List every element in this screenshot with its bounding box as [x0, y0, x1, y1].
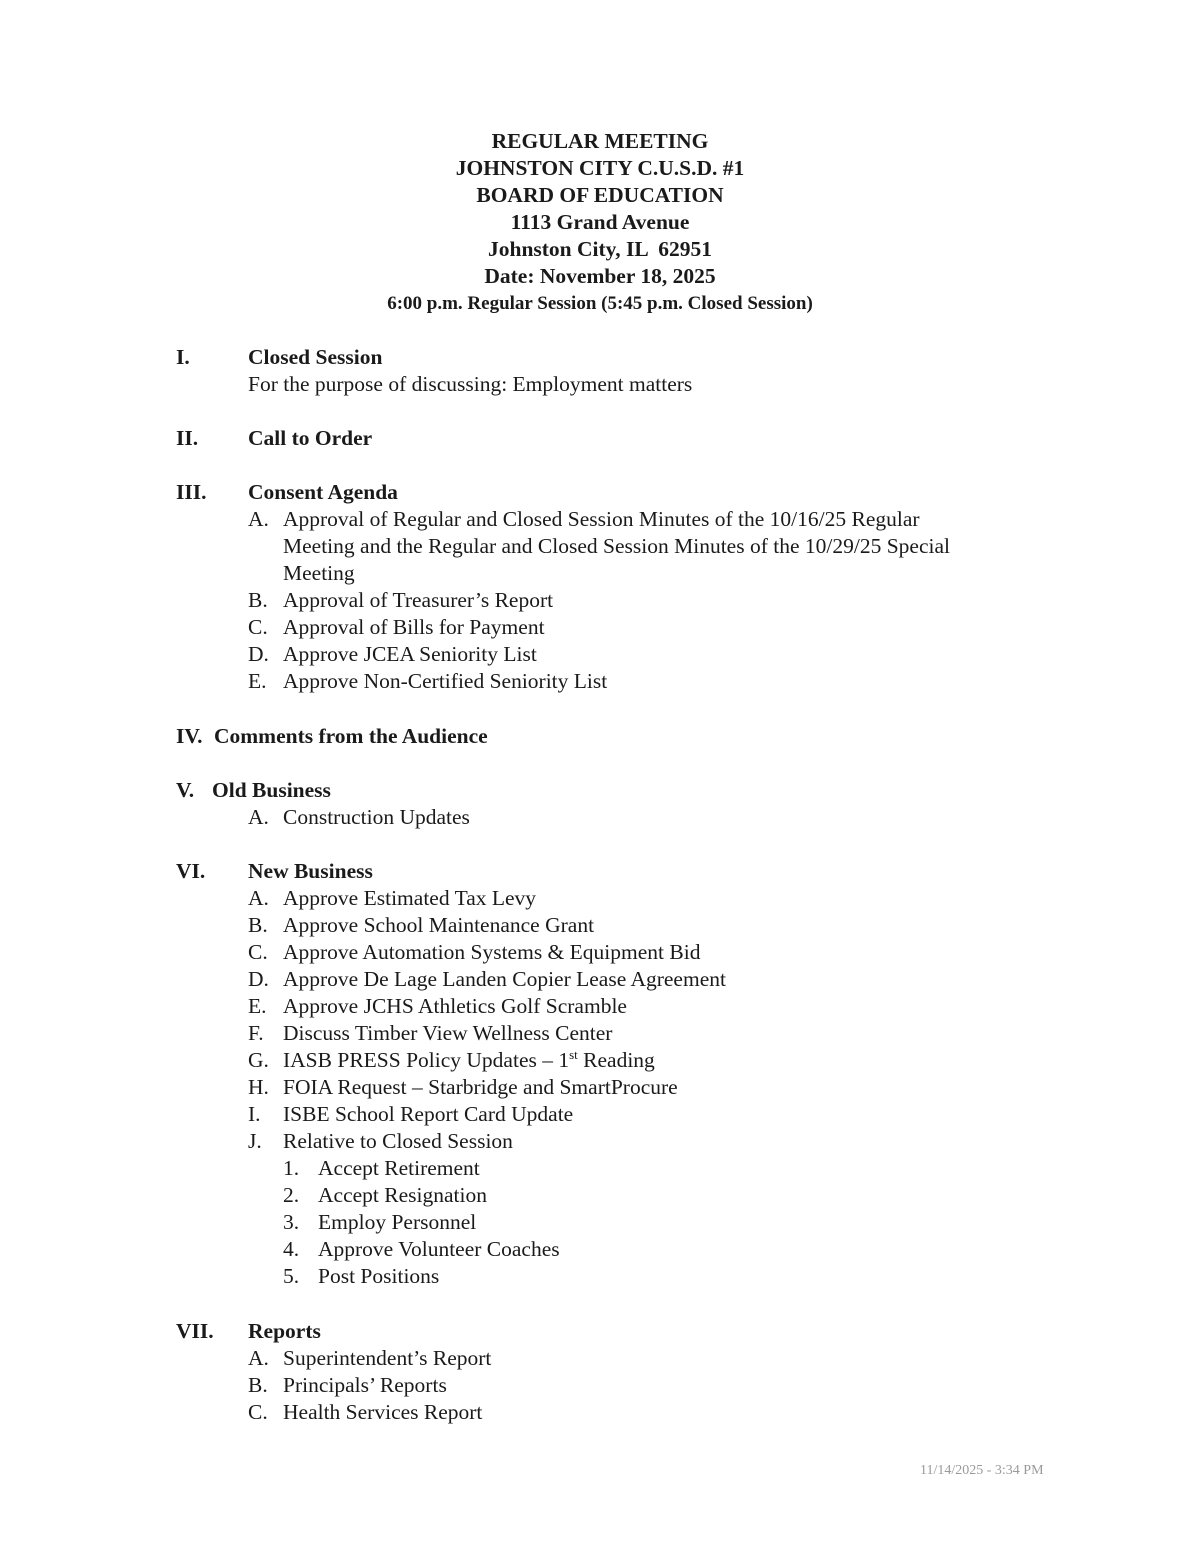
subitem-label: 1.: [283, 1156, 300, 1180]
agenda-subitem: Approve Volunteer Coaches: [318, 1237, 560, 1261]
agenda-item: Construction Updates: [283, 805, 470, 829]
item-label: A.: [248, 805, 269, 829]
agenda-item: Health Services Report: [283, 1400, 483, 1424]
item-label: D.: [248, 642, 269, 666]
agenda-item: [283, 1047, 655, 1074]
item-label: I.: [248, 1102, 261, 1126]
item-label: E.: [248, 994, 267, 1018]
city-address: Johnston City, IL 62951: [487, 237, 713, 261]
print-timestamp: 11/14/2025 - 3:34 PM: [920, 1463, 1044, 1478]
section-number: VI.: [176, 859, 206, 883]
district-name: JOHNSTON CITY C.U.S.D. #1: [455, 156, 745, 180]
section-number: III.: [176, 480, 207, 504]
agenda-item: Approve School Maintenance Grant: [283, 913, 595, 937]
subitem-label: 5.: [283, 1264, 300, 1288]
item-text: Reading: [577, 1048, 655, 1072]
section-title-new-business: New Business: [248, 859, 373, 883]
section-title-comments: Comments from the Audience: [214, 724, 488, 748]
section-number: II.: [176, 426, 199, 450]
agenda-item-continued: Meeting and the Regular and Closed Session Minutes of the 10/29/25 Special: [283, 534, 950, 558]
item-label: B.: [248, 588, 268, 612]
section-number: V.: [176, 778, 195, 802]
subitem-label: 2.: [283, 1183, 300, 1207]
agenda-subitem: Accept Resignation: [318, 1183, 487, 1207]
board-name: BOARD OF EDUCATION: [476, 183, 724, 207]
item-label: A.: [248, 1346, 269, 1370]
agenda-item: Superintendent’s Report: [283, 1346, 492, 1370]
agenda-item: ISBE School Report Card Update: [283, 1102, 574, 1126]
agenda-item: FOIA Request – Starbridge and SmartProcure: [283, 1075, 678, 1099]
item-label: C.: [248, 615, 268, 639]
section-title-reports: Reports: [248, 1319, 321, 1343]
item-label: B.: [248, 1373, 268, 1397]
item-label: H.: [248, 1075, 269, 1099]
item-label: D.: [248, 967, 269, 991]
item-label: F.: [248, 1021, 264, 1045]
item-label: G.: [248, 1048, 269, 1072]
agenda-item: Approve Non-Certified Seniority List: [283, 669, 608, 693]
agenda-item: Approve De Lage Landen Copier Lease Agreement: [283, 967, 726, 991]
section-number: VII.: [176, 1319, 214, 1343]
section-title-closed-session: Closed Session: [248, 345, 383, 369]
subitem-label: 4.: [283, 1237, 300, 1261]
item-label: A.: [248, 886, 269, 910]
meeting-date: Date: November 18, 2025: [484, 264, 716, 288]
section-description: For the purpose of discussing: Employment matters: [248, 372, 693, 396]
street-address: 1113 Grand Avenue: [510, 210, 690, 234]
section-title-call-to-order: Call to Order: [248, 426, 373, 450]
agenda-item: Approve JCEA Seniority List: [283, 642, 537, 666]
item-label: A.: [248, 507, 269, 531]
item-label: C.: [248, 940, 268, 964]
item-text: IASB PRESS Policy Updates – 1: [283, 1048, 570, 1072]
item-label: C.: [248, 1400, 268, 1424]
agenda-item: Approve JCHS Athletics Golf Scramble: [283, 994, 627, 1018]
item-label: J.: [248, 1129, 262, 1153]
agenda-subitem: Accept Retirement: [318, 1156, 480, 1180]
section-number: I.: [176, 345, 190, 369]
section-title-consent-agenda: Consent Agenda: [248, 480, 398, 504]
agenda-item: Approval of Regular and Closed Session Minutes of the 10/16/25 Regular: [283, 507, 920, 531]
agenda-subitem: Post Positions: [318, 1264, 440, 1288]
agenda-item: Discuss Timber View Wellness Center: [283, 1021, 613, 1045]
subitem-label: 3.: [283, 1210, 300, 1234]
meeting-time: 6:00 p.m. Regular Session (5:45 p.m. Closed Session): [387, 293, 813, 314]
agenda-item: Principals’ Reports: [283, 1373, 447, 1397]
agenda-item: Approve Automation Systems & Equipment Bid: [283, 940, 701, 964]
item-label: E.: [248, 669, 267, 693]
section-number: IV.: [176, 724, 203, 748]
agenda-item: Approve Estimated Tax Levy: [283, 886, 537, 910]
agenda-item: Approval of Bills for Payment: [283, 615, 545, 639]
agenda-item: Relative to Closed Session: [283, 1129, 513, 1153]
agenda-header: [0, 128, 1200, 317]
section-title-old-business: Old Business: [212, 778, 331, 802]
meeting-type: REGULAR MEETING: [491, 129, 709, 153]
ordinal-suffix: st: [569, 1047, 578, 1062]
agenda-item-continued: Meeting: [283, 561, 355, 585]
item-label: B.: [248, 913, 268, 937]
agenda-item: Approval of Treasurer’s Report: [283, 588, 554, 612]
agenda-subitem: Employ Personnel: [318, 1210, 477, 1234]
